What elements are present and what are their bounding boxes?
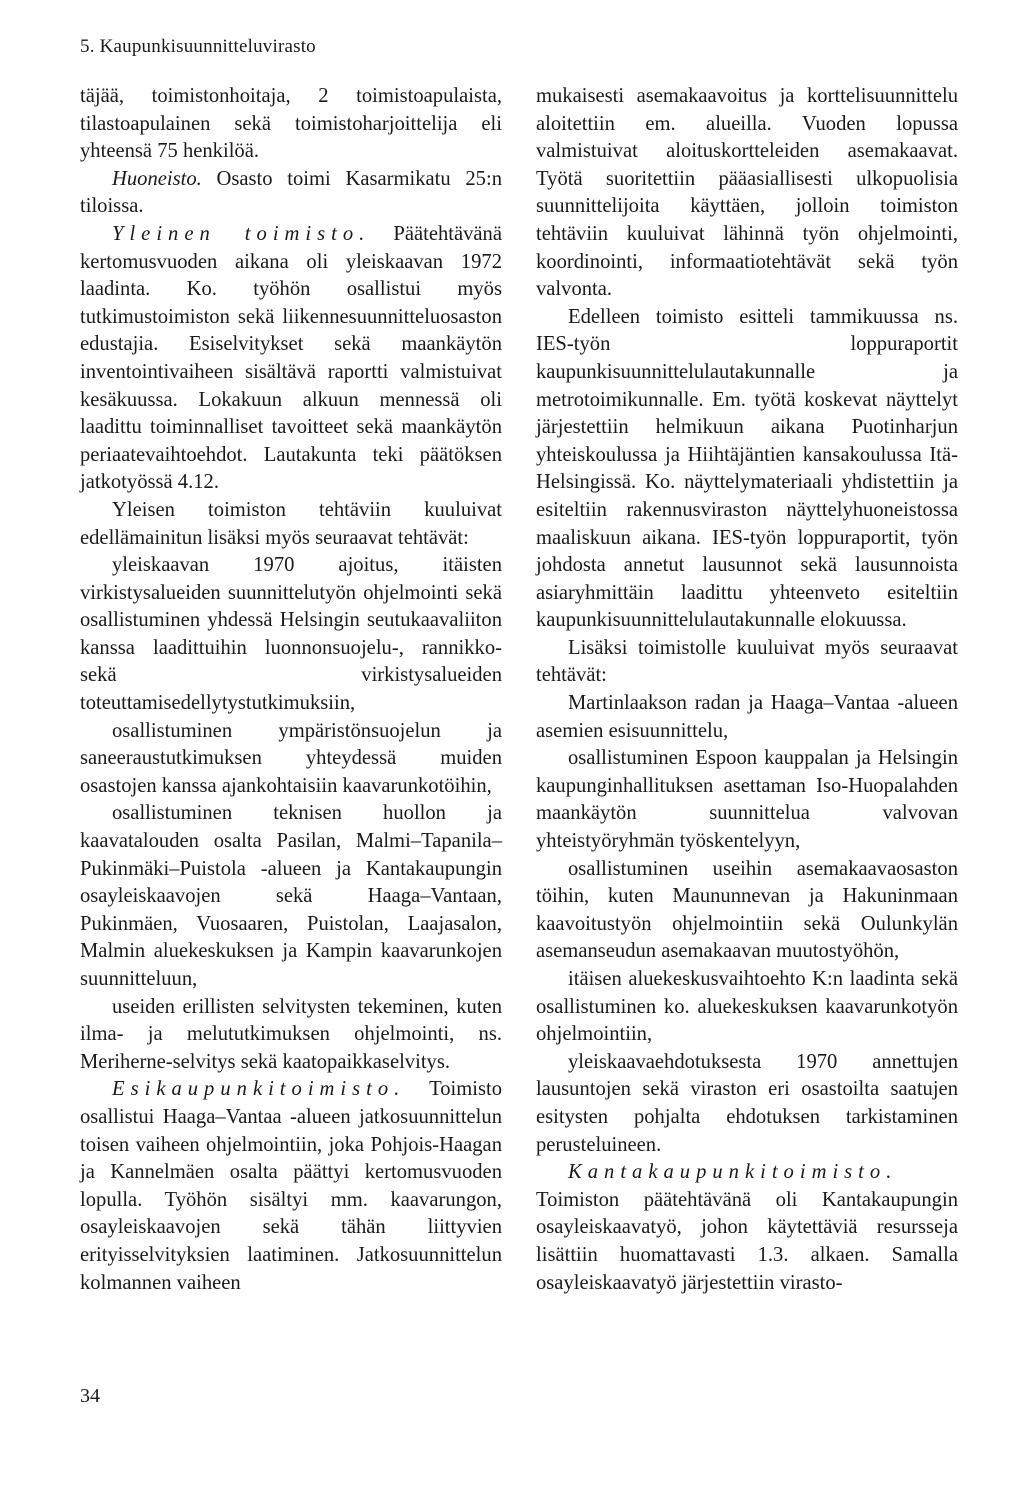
- section-heading-huoneisto: Huoneisto.: [112, 167, 202, 190]
- paragraph: [80, 1076, 502, 1297]
- section-heading-yleinen-toimisto: Yleinen toimisto.: [112, 222, 371, 245]
- paragraph-text: Toimisto osallistui Haaga–Vantaa -alueen jatkosuunnittelun toisen vaiheen ohjelmointiin, joka Pohjois-Haagan ja Kannelmäen osalta päättyi kertomusvuoden lopulla. Työhön sisältyi mm. kaavarungon, osayleiskaavojen sekä tähän liittyvien erityisselvityksien laatiminen. Jatkosuunnittelun kolmannen vaiheen: [80, 1078, 502, 1294]
- paragraph: Lisäksi toimistolle kuuluivat myös seuraavat tehtävät:: [536, 636, 958, 687]
- paragraph: [80, 166, 502, 221]
- paragraph: [536, 1159, 958, 1297]
- paragraph: täjää, toimistonhoitaja, 2 toimistoapulaista, tilastoapulainen sekä toimistoharjoittelija eli yhteensä 75 henkilöä.: [80, 85, 502, 163]
- list-item: useiden erillisten selvitysten tekeminen, kuten ilma- ja melututkimuksen ohjelmointi, ns. Meriherne-selvitys sekä kaatopaikkaselvitys.: [80, 995, 502, 1073]
- list-item: Martinlaakson radan ja Haaga–Vantaa -alueen asemien esisuunnittelu,: [536, 692, 958, 742]
- running-header: 5. Kaupunkisuunnitteluvirasto: [80, 36, 316, 57]
- section-heading-esikaupunkitoimisto: Esikaupunkitoimisto.: [112, 1078, 406, 1101]
- paragraph-text: Osasto toimi Kasarmikatu 25:n tiloissa.: [80, 167, 502, 218]
- list-item: osallistuminen useihin asemakaavaosaston töihin, kuten Maununnevan ja Hakuninmaan kaavoitustyön ohjelmointiin sekä Oulunkylän asemanseudun asemakaavan muutostyöhön,: [536, 857, 958, 963]
- paragraph: mukaisesti asemakaavoitus ja korttelisuunnittelu aloitettiin em. alueilla. Vuoden lopussa valmistuivat aloituskortteleiden asemakaavat. Työtä suoritettiin pääasiallisesti ulkopuolisia suunnittelijoita käyttäen, jolloin toimiston tehtäviin kuuluivat lähinnä työn ohjelmointi, koordinointi, informaatiotehtävät sekä työn valvonta.: [536, 85, 958, 301]
- left-column: [80, 83, 502, 1297]
- page-number: 34: [80, 1385, 100, 1407]
- right-column: [536, 83, 958, 1297]
- paragraph: [80, 221, 502, 497]
- list-item: osallistuminen Espoon kauppalan ja Helsingin kaupunginhallituksen asettaman Iso-Huopalahden maankäytön suunnittelua valvovan yhteistyöryhmän työskentelyyn,: [536, 747, 958, 853]
- list-item: yleiskaavan 1970 ajoitus, itäisten virkistysalueiden suunnittelutyön ohjelmointi sekä osallistuminen yhdessä Helsingin seutukaavaliiton kanssa laadittuihin luonnonsuojelu-, rannikko- sekä virkistysalueiden toteuttamisedellytystutkimuksiin,: [80, 554, 502, 715]
- list-item: itäisen aluekeskusvaihtoehto K:n laadinta sekä osallistuminen ko. aluekeskuksen kaavarunkotyön ohjelmointiin,: [536, 968, 958, 1046]
- paragraph: Edelleen toimisto esitteli tammikuussa ns. IES-työn loppuraportit kaupunkisuunnittelulautakunnalle ja metrotoimikunnalle. Em. työtä koskevat näyttelyt järjestettiin helmikuun aikana Puotinharjun yhteiskoulussa ja Hiihtäjäntien kansakoulussa Itä-Helsingissä. Ko. näyttelymateriaali yhdistettiin ja esiteltiin rakennusviraston näyttelyhuoneistossa maaliskuun aikana. IES-työn loppuraportit, työn johdosta annetut lausunnot sekä lausunnoista asiaryhmittäin laadittu yhteenveto esiteltiin kaupunkisuunnittelulautakunnalle elokuussa.: [536, 305, 958, 632]
- paragraph: Yleisen toimiston tehtäviin kuuluivat edellämainitun lisäksi myös seuraavat tehtävät:: [80, 498, 502, 549]
- list-item: osallistuminen ympäristönsuojelun ja saneeraustutkimuksen yhteydessä muiden osastojen kanssa ajankohtaisiin kaavarunkotöihin,: [80, 719, 502, 797]
- list-item: yleiskaavaehdotuksesta 1970 annettujen lausuntojen sekä viraston eri osastoilta saatujen esitysten pohjalta ehdotuksen tarkistaminen perusteluineen.: [536, 1050, 958, 1156]
- list-item: osallistuminen teknisen huollon ja kaavatalouden osalta Pasilan, Malmi–Tapanila–Pukinmäki–Puistola -alueen ja Kantakaupungin osayleiskaavojen sekä Haaga–Vantaan, Pukinmäen, Vuosaaren, Puistolan, Laajasalon, Malmin aluekeskuksen ja Kampin kaavarunkojen suunnitteluun,: [80, 802, 502, 990]
- paragraph-text: Päätehtävänä kertomusvuoden aikana oli yleiskaavan 1972 laadinta. Ko. työhön osallistui myös tutkimustoimiston sekä liikennesuunnitteluosaston edustajia. Esiselvitykset sekä maankäytön inventointivaiheen sisältävä raportti valmistuivat kesäkuussa. Lokakuun alkuun mennessä oli laadittu toiminnalliset tavoitteet sekä maankäytön periaatevaihtoehdot. Lautakunta teki päätöksen jatkotyössä 4.12.: [80, 222, 502, 494]
- section-heading-kantakaupunkitoimisto: Kantakaupunkitoimisto.: [568, 1161, 898, 1184]
- paragraph-text: Toimiston päätehtävänä oli Kantakaupungin osayleiskaavatyö, johon käytettäviä resursseja lisättiin huomattavasti 1.3. alkaen. Samalla osayleiskaavatyö järjestettiin virasto-: [536, 1188, 958, 1294]
